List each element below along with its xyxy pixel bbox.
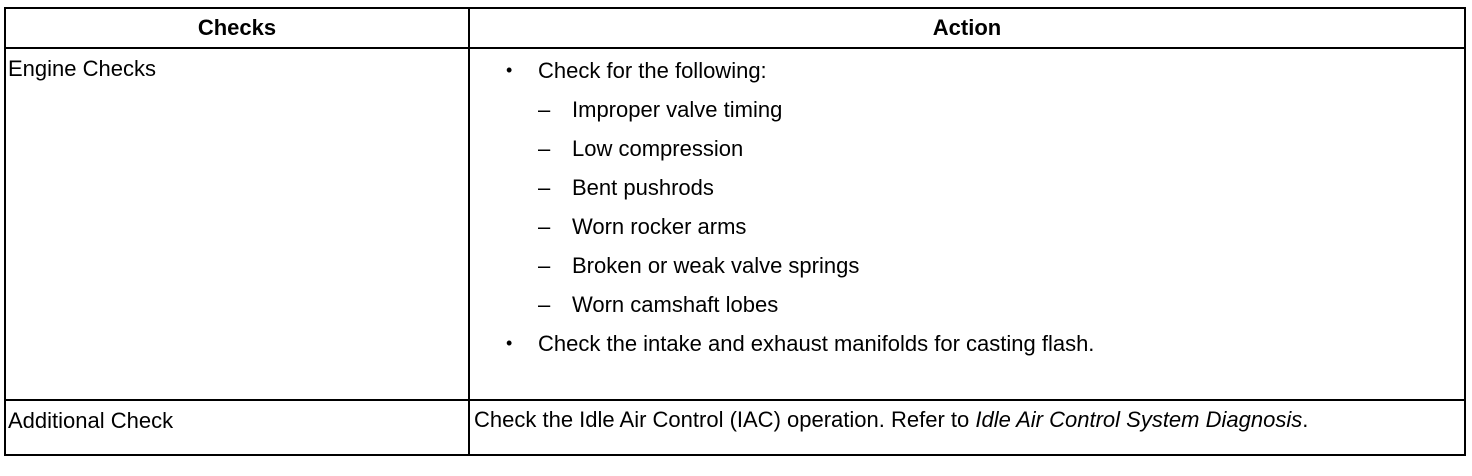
action-bullet-list	[470, 49, 1464, 363]
sub-item: – Worn camshaft lobes	[538, 285, 1464, 324]
sub-item: – Low compression	[538, 129, 1464, 168]
check-label: Additional Check	[8, 408, 174, 433]
sub-item: – Bent pushrods	[538, 168, 1464, 207]
bullet-text: Check the intake and exhaust manifolds for casting flash.	[538, 331, 1095, 356]
check-cell	[5, 48, 469, 400]
action-cell	[469, 48, 1465, 400]
header-row	[5, 8, 1465, 48]
check-cell	[5, 400, 469, 455]
diagnostic-table	[4, 7, 1466, 456]
sub-item-list	[538, 90, 1464, 324]
table-row	[5, 48, 1465, 400]
bullet-text: Check for the following:	[538, 58, 767, 83]
sub-item: – Improper valve timing	[538, 90, 1464, 129]
action-text-end: .	[1302, 407, 1309, 432]
action-text: Check the Idle Air Control (IAC) operation. Refer to	[474, 407, 976, 432]
reference-link-text: Idle Air Control System Diagnosis	[975, 407, 1303, 432]
action-paragraph	[470, 401, 1464, 435]
header-checks: Checks	[5, 8, 469, 48]
check-label: Engine Checks	[8, 56, 156, 81]
action-bullet	[506, 51, 1464, 324]
sub-item: – Broken or weak valve springs	[538, 246, 1464, 285]
action-bullet	[506, 324, 1464, 363]
action-cell	[469, 400, 1465, 455]
table-row	[5, 400, 1465, 455]
sub-item: – Worn rocker arms	[538, 207, 1464, 246]
header-action: Action	[469, 8, 1465, 48]
